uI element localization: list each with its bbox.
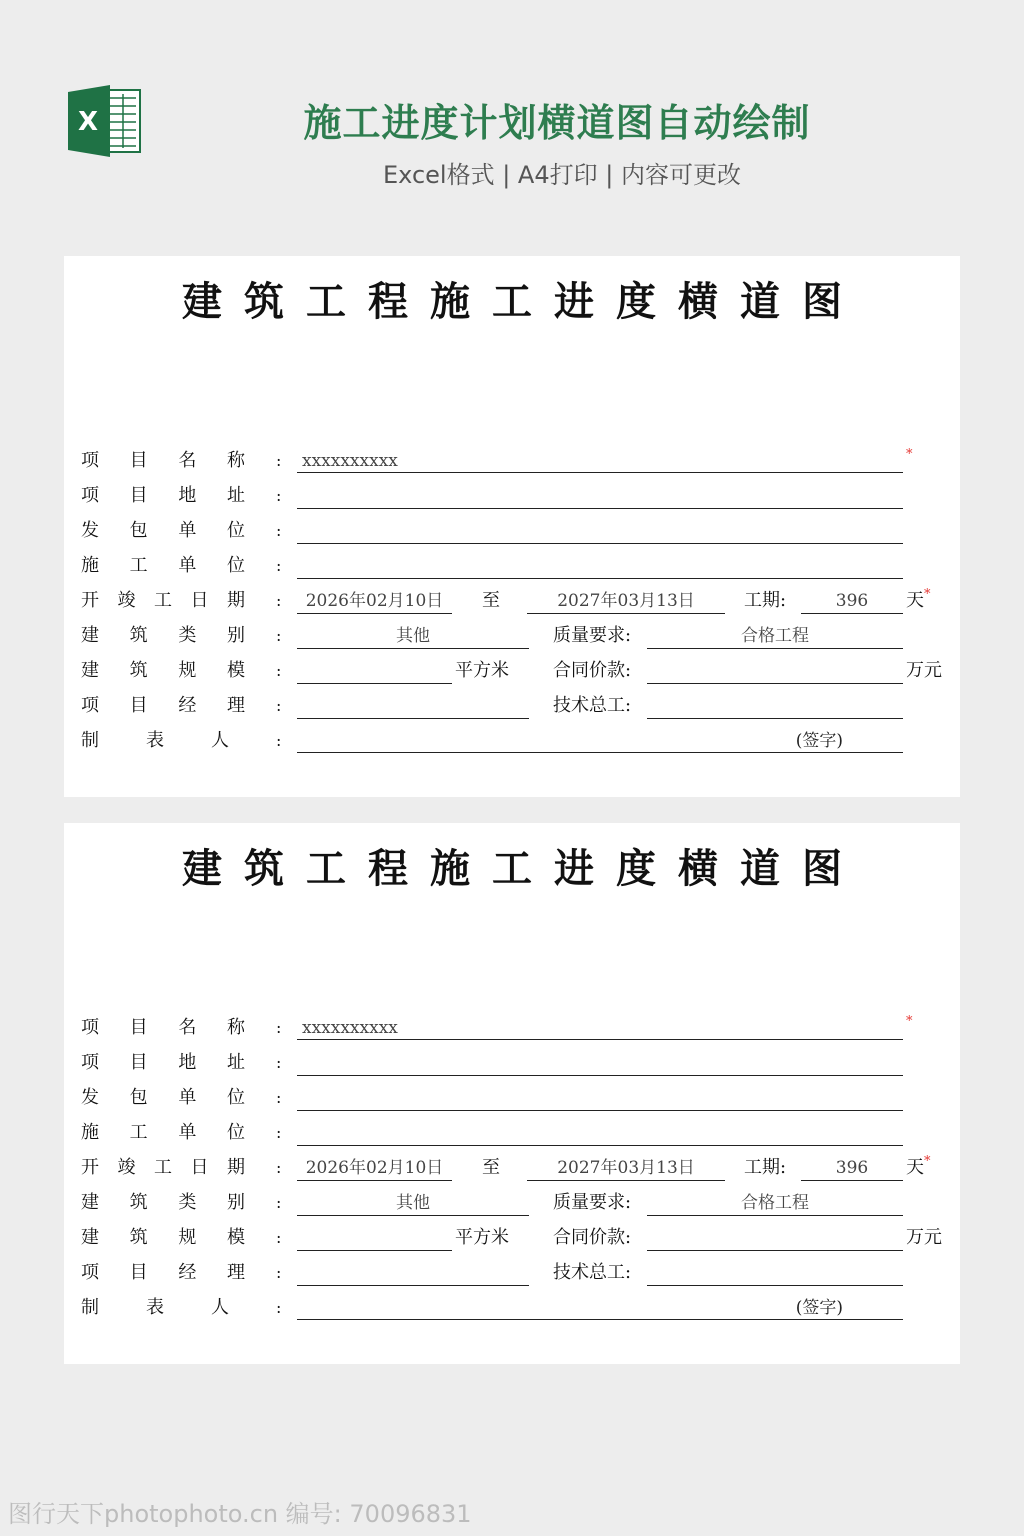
row-builder xyxy=(64,1115,960,1150)
contractor-label: 发包单位 xyxy=(81,1087,245,1108)
dates-label: 开竣工日期 xyxy=(81,590,245,611)
svg-text:X: X xyxy=(77,107,99,137)
duration-unit: 天 xyxy=(906,1157,924,1178)
colon: : xyxy=(276,731,282,750)
quality-label: 质量要求: xyxy=(553,1192,632,1213)
quality-field[interactable]: 合格工程 xyxy=(647,1191,903,1216)
chief-engineer-label: 技术总工: xyxy=(553,695,632,716)
row-dates xyxy=(64,583,960,618)
colon: : xyxy=(276,626,282,645)
duration-label: 工期: xyxy=(744,590,787,611)
colon: : xyxy=(276,556,282,575)
to-label: 至 xyxy=(482,590,500,611)
category-field[interactable]: 其他 xyxy=(297,624,529,649)
duration-unit: 天 xyxy=(906,590,924,611)
category-label: 建筑类别 xyxy=(81,625,245,646)
colon: : xyxy=(276,486,282,505)
watermark: 图行天下photophoto.cn 编号: 70096831 xyxy=(8,1500,472,1528)
colon: : xyxy=(276,591,282,610)
row-builder xyxy=(64,548,960,583)
required-mark: * xyxy=(924,587,931,602)
colon: : xyxy=(276,1088,282,1107)
duration-field[interactable]: 396 xyxy=(801,589,903,614)
colon: : xyxy=(276,661,282,680)
colon: : xyxy=(276,1193,282,1212)
to-label: 至 xyxy=(482,1157,500,1178)
colon: : xyxy=(276,696,282,715)
contract-price-field[interactable] xyxy=(647,659,903,684)
quality-label: 质量要求: xyxy=(553,625,632,646)
page-header xyxy=(0,0,1024,230)
row-scale xyxy=(64,1220,960,1255)
scale-field[interactable] xyxy=(297,1226,452,1251)
category-label: 建筑类别 xyxy=(81,1192,245,1213)
project-name-label: 项目名称 xyxy=(81,450,245,471)
row-tabulator xyxy=(64,723,960,758)
colon: : xyxy=(276,1263,282,1282)
tabulator-label: 制表人 xyxy=(81,730,229,751)
start-date-field[interactable]: 2026年02月10日 xyxy=(297,589,452,614)
colon: : xyxy=(276,1123,282,1142)
row-tabulator xyxy=(64,1290,960,1325)
required-mark: * xyxy=(924,1154,931,1169)
row-manager xyxy=(64,1255,960,1290)
contractor-label: 发包单位 xyxy=(81,520,245,541)
project-name-field[interactable]: xxxxxxxxxx xyxy=(297,449,903,473)
sheet-title: 建筑工程施工进度横道图 xyxy=(182,845,864,892)
row-project-name xyxy=(64,443,960,478)
row-manager xyxy=(64,688,960,723)
end-date-field[interactable]: 2027年03月13日 xyxy=(527,1156,725,1181)
duration-label: 工期: xyxy=(744,1157,787,1178)
project-name-field[interactable]: xxxxxxxxxx xyxy=(297,1016,903,1040)
row-project-name xyxy=(64,1010,960,1045)
chief-engineer-field[interactable] xyxy=(647,694,903,719)
manager-field[interactable] xyxy=(297,1261,529,1286)
project-address-label: 项目地址 xyxy=(81,485,245,506)
contract-price-label: 合同价款: xyxy=(553,660,632,681)
chief-engineer-label: 技术总工: xyxy=(553,1262,632,1283)
project-name-label: 项目名称 xyxy=(81,1017,245,1038)
manager-label: 项目经理 xyxy=(81,695,245,716)
colon: : xyxy=(276,1053,282,1072)
row-project-address xyxy=(64,1045,960,1080)
duration-field[interactable]: 396 xyxy=(801,1156,903,1181)
builder-label: 施工单位 xyxy=(81,555,245,576)
row-scale xyxy=(64,653,960,688)
builder-label: 施工单位 xyxy=(81,1122,245,1143)
chief-engineer-field[interactable] xyxy=(647,1261,903,1286)
end-date-field[interactable]: 2027年03月13日 xyxy=(527,589,725,614)
quality-field[interactable]: 合格工程 xyxy=(647,624,903,649)
colon: : xyxy=(276,1228,282,1247)
project-address-field[interactable] xyxy=(297,1051,903,1076)
required-mark: * xyxy=(906,1014,913,1029)
colon: : xyxy=(276,1018,282,1037)
row-project-address xyxy=(64,478,960,513)
manager-field[interactable] xyxy=(297,694,529,719)
scale-unit: 平方米 xyxy=(455,1227,509,1248)
row-contractor xyxy=(64,1080,960,1115)
builder-field[interactable] xyxy=(297,554,903,579)
colon: : xyxy=(276,451,282,470)
row-dates xyxy=(64,1150,960,1185)
tabulator-label: 制表人 xyxy=(81,1297,229,1318)
contract-price-field[interactable] xyxy=(647,1226,903,1251)
colon: : xyxy=(276,1298,282,1317)
row-category xyxy=(64,1185,960,1220)
builder-field[interactable] xyxy=(297,1121,903,1146)
page-subtitle: Excel格式 | A4打印 | 内容可更改 xyxy=(383,161,741,189)
form-sheet-2 xyxy=(64,823,960,1364)
scale-unit: 平方米 xyxy=(455,660,509,681)
contract-price-unit: 万元 xyxy=(906,660,942,681)
contractor-field[interactable] xyxy=(297,519,903,544)
page-title: 施工进度计划横道图自动绘制 xyxy=(303,101,811,145)
dates-label: 开竣工日期 xyxy=(81,1157,245,1178)
contract-price-unit: 万元 xyxy=(906,1227,942,1248)
contractor-field[interactable] xyxy=(297,1086,903,1111)
tabulator-signature-field[interactable]: (签字) xyxy=(297,1296,903,1320)
row-contractor xyxy=(64,513,960,548)
colon: : xyxy=(276,521,282,540)
colon: : xyxy=(276,1158,282,1177)
scale-label: 建筑规模 xyxy=(81,660,245,681)
row-category xyxy=(64,618,960,653)
start-date-field[interactable]: 2026年02月10日 xyxy=(297,1156,452,1181)
scale-label: 建筑规模 xyxy=(81,1227,245,1248)
project-address-label: 项目地址 xyxy=(81,1052,245,1073)
project-address-field[interactable] xyxy=(297,484,903,509)
form-sheet-1 xyxy=(64,256,960,797)
contract-price-label: 合同价款: xyxy=(553,1227,632,1248)
sheet-title: 建筑工程施工进度横道图 xyxy=(182,278,864,325)
required-mark: * xyxy=(906,447,913,462)
tabulator-signature-field[interactable]: (签字) xyxy=(297,729,903,753)
manager-label: 项目经理 xyxy=(81,1262,245,1283)
scale-field[interactable] xyxy=(297,659,452,684)
category-field[interactable]: 其他 xyxy=(297,1191,529,1216)
